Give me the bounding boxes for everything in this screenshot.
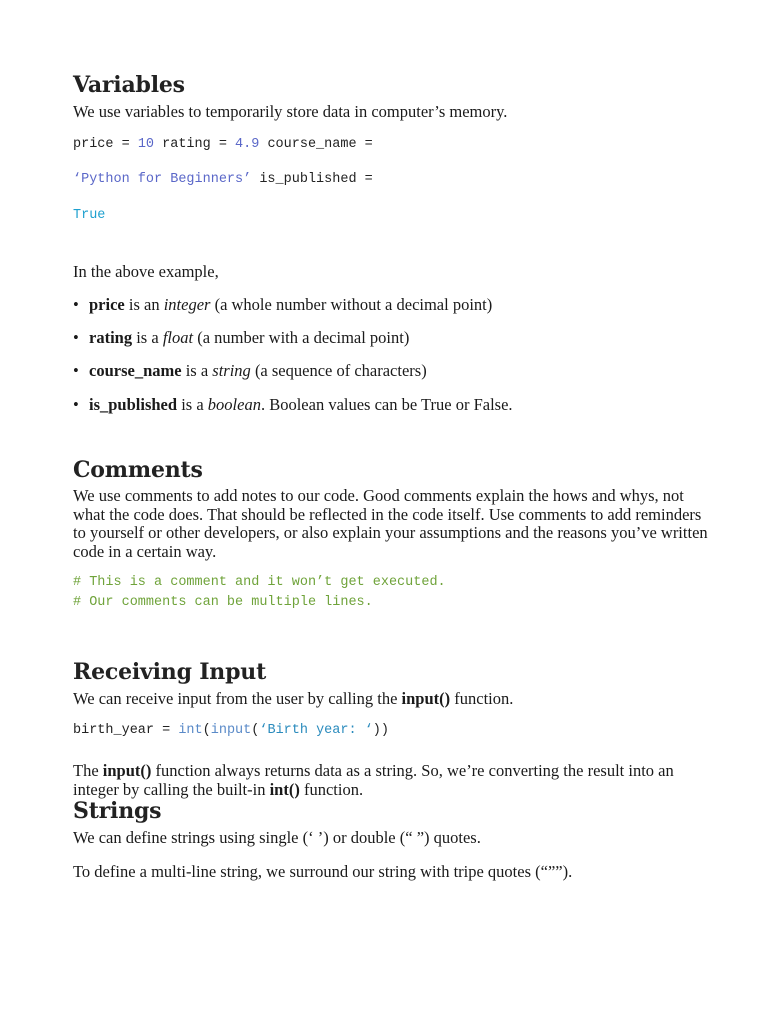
list-item: • price is an integer (a whole number without a decimal point) — [73, 295, 493, 314]
code-token: price = — [73, 137, 138, 152]
code-keyword-true: True — [73, 208, 106, 223]
code-comment-line: # Our comments can be multiple lines. — [73, 595, 373, 610]
strings-line: To define a multi-line string, we surround our string with tripe quotes (“””). — [73, 862, 573, 881]
input-paragraph: The input() function always returns data as a string. So, we’re converting the result into an integer by calling the built-in int() function. — [73, 761, 674, 799]
code-token: rating = — [154, 137, 236, 152]
list-item: • course_name is a string (a sequence of characters) — [73, 361, 427, 380]
code-line — [73, 135, 373, 155]
code-token: course_name = — [259, 137, 373, 152]
bullet-icon: • — [73, 361, 79, 380]
bullet-icon: • — [73, 395, 79, 414]
strings-line: We can define strings using single (‘ ’) or double (“ ”) quotes. — [73, 828, 481, 847]
code-line: birth_year = int(input(‘Birth year: ‘)) — [73, 723, 389, 738]
section-heading-strings: Strings — [73, 798, 162, 824]
code-string: ‘Python for Beginners’ — [73, 172, 252, 187]
input-intro: We can receive input from the user by calling the input() function. — [73, 689, 514, 708]
list-item: • rating is a float (a number with a decimal point) — [73, 328, 410, 347]
list-item: • is_published is a boolean. Boolean values can be True or False. — [73, 395, 513, 414]
variables-intro: We use variables to temporarily store data in computer’s memory. — [73, 102, 508, 121]
section-heading-variables: Variables — [73, 72, 185, 98]
example-intro: In the above example, — [73, 262, 219, 281]
code-comment-line: # This is a comment and it won’t get executed. — [73, 575, 446, 590]
bullet-icon: • — [73, 295, 79, 314]
code-number: 10 — [137, 137, 155, 152]
code-number: 4.9 — [235, 137, 260, 152]
bullet-icon: • — [73, 328, 79, 347]
code-token: is_published = — [251, 172, 373, 187]
comments-paragraph: We use comments to add notes to our code. Good comments explain the hows and whys, not what the code does. That should be reflected in the code itself. Use comments to add reminders to yourself or other developers, or also explain your assumptions and the reasons you’ve written code in a certain way. — [73, 486, 708, 561]
code-line — [73, 170, 373, 190]
section-heading-comments: Comments — [73, 457, 203, 483]
section-heading-receiving-input: Receiving Input — [73, 659, 267, 685]
